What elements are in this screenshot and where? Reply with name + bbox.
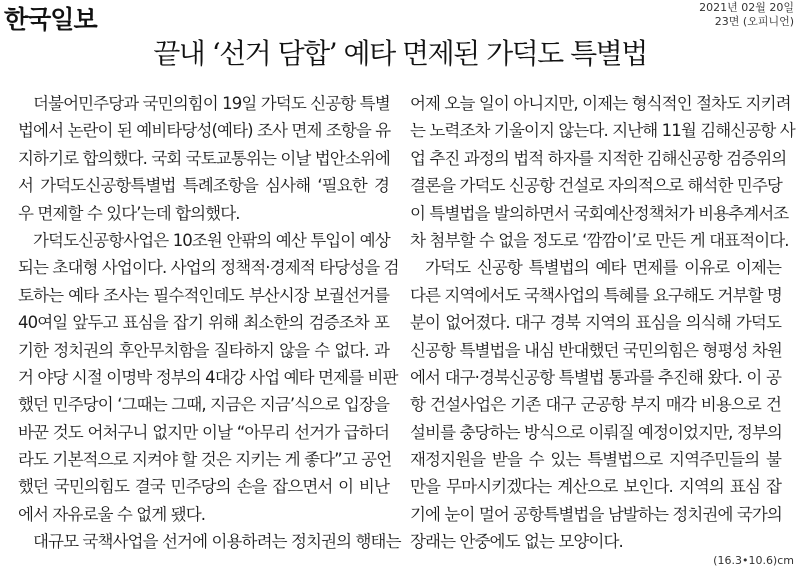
text-line: 에서 자유로울 수 없게 됐다.	[18, 504, 206, 524]
article-column-right	[410, 90, 795, 556]
text-line: 이 특별법을 발의하면서 국회예산정책처가 비용추계서조	[410, 203, 789, 223]
text-line: 장래는 안중에도 없는 모양이다.	[410, 532, 623, 552]
text-line: 법에서 논란이 된 예비타당성(예타) 조사 면제 조항을 유	[18, 121, 391, 141]
text-line: 설비를 충당하는 방식으로 이뤄질 예정이었지만, 정부의	[410, 422, 782, 442]
text-line: 더불어민주당과 국민의힘이 19일 가덕도 신공항 특별	[33, 94, 390, 113]
article-paragraph	[410, 90, 795, 254]
text-line: 서 가덕도신공항특별법 특례조항을 심사해 ‘필요한 경	[18, 176, 389, 196]
text-line: 신공항 특별법을 내심 반대했던 국민의힘은 형평성 차원	[410, 340, 782, 360]
text-line: 토하는 예타 조사는 필수적인데도 부산시장 보궐선거를	[18, 285, 389, 305]
article-paragraph	[410, 254, 781, 555]
text-line: 했던 민주당이 ‘그때는 그때, 지금은 지금’식으로 입장을	[18, 395, 389, 415]
text-line: 업 추진 과정의 법적 하자를 지적한 김해신공항 검증위의	[410, 148, 787, 168]
text-line: 되는 초대형 사업이다. 사업의 정책적·경제적 타당성을 검	[18, 258, 399, 278]
text-line: 기에 눈이 멀어 공항특별법을 남발하는 정치권에 국가의	[410, 504, 782, 524]
text-line: 거 야당 시절 이명박 정부의 4대강 사업 예타 면제를 비판	[18, 367, 398, 387]
text-line: 라도 기본적으로 지켜야 할 것은 지키는 게 좋다”고 공언	[18, 450, 392, 470]
text-line: 는 노력조차 기울이지 않는다. 지난해 11월 김해신공항 사	[410, 121, 795, 141]
article-column-left	[18, 90, 401, 556]
text-line: 기한 정치권의 후안무치함을 질타하지 않을 수 없다. 과	[18, 340, 389, 360]
text-line: 분이 없어졌다. 대구 경북 지역의 표심을 의식해 가덕도	[410, 313, 781, 333]
text-line: 어제 오늘 일이 아니지만, 이제는 형식적인 절차도 지키려	[410, 94, 791, 113]
text-line: 지하기로 합의했다. 국회 국토교통위는 이날 법안소위에	[18, 148, 390, 168]
publication-meta	[699, 1, 794, 29]
newspaper-logo: 한국일보	[4, 5, 97, 34]
publication-date: 2021년 02월 20일	[699, 1, 794, 14]
text-line: 결론을 가덕도 신공항 건설로 자의적으로 해석한 민주당	[410, 176, 782, 196]
article-paragraph	[18, 90, 389, 227]
text-line: 했던 국민의힘도 결국 민주당의 손을 잡으면서 이 비난	[18, 477, 389, 497]
text-line: 차 첨부할 수 없을 정도로 ‘깜깜이’로 만든 게 대표적이다.	[410, 230, 789, 250]
text-line: 가덕도 신공항 특별법의 예타 면제를 이유로 이제는	[425, 258, 781, 278]
clipping-size: (16.3•10.6)cm	[713, 554, 794, 567]
text-line: 대규모 국책사업을 선거에 이용하려는 정치권의 행태는	[33, 532, 401, 552]
text-line: 만을 무마시키겠다는 계산으로 보인다. 지역의 표심 잡	[410, 477, 781, 497]
text-line: 40여일 앞두고 표심을 잡기 위해 최소한의 검증조차 포	[18, 313, 389, 333]
article-paragraph	[18, 227, 399, 528]
text-line: 항 건설사업은 기존 대구 군공항 부지 매각 비용으로 건	[410, 395, 781, 415]
page-section: 23면 (오피니언)	[714, 15, 794, 28]
article-paragraph	[18, 528, 401, 555]
headline: 끝내 ‘선거 담합’ 예타 면제된 가덕도 특별법	[153, 37, 647, 70]
text-line: 바꾼 것도 어처구니 없지만 이날 “아무리 선거가 급하더	[18, 422, 389, 442]
text-line: 에서 대구·경북신공항 특별법 통과를 추진해 왔다. 이 공	[410, 367, 781, 387]
text-line: 가덕도신공항사업은 10조원 안팎의 예산 투입이 예상	[33, 230, 390, 250]
text-line: 우 면제할 수 있다’는데 합의했다.	[18, 203, 240, 223]
text-line: 재정지원을 받을 수 있는 특별법으로 지역주민들의 불	[410, 450, 781, 470]
text-line: 다른 지역에서도 국책사업의 특혜를 요구해도 거부할 명	[410, 285, 782, 305]
